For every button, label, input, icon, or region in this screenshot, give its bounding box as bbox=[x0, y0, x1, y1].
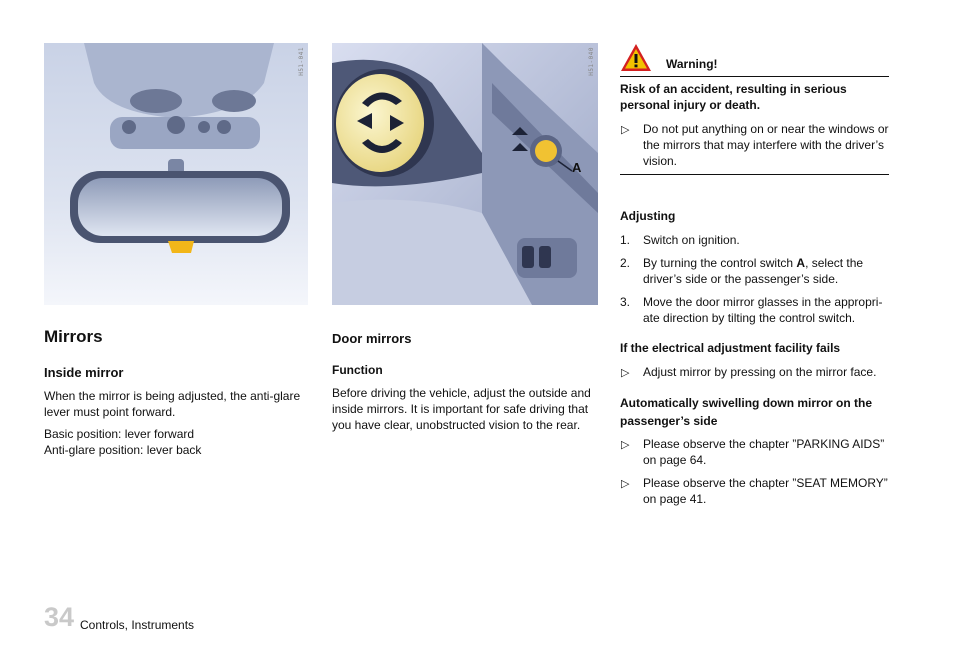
warning-icon bbox=[620, 43, 652, 72]
step-2-text-c: , select the bbox=[805, 256, 864, 270]
function-heading: Function bbox=[332, 363, 383, 377]
step-number: 1. bbox=[620, 233, 631, 247]
step-number: 3. bbox=[620, 295, 631, 309]
basic-position-text: Basic position: lever forward bbox=[44, 427, 195, 441]
function-text-line2: inside mirrors. It is important for safe driving that bbox=[332, 402, 589, 416]
parking-aids-ref-line2: on page 64. bbox=[643, 453, 707, 467]
section-title-mirrors: Mirrors bbox=[44, 327, 103, 346]
warning-bottom-rule bbox=[620, 174, 889, 175]
seat-memory-ref-line1: Please observe the chapter ”SEAT MEMORY” bbox=[643, 476, 888, 490]
adjusting-heading: Adjusting bbox=[620, 209, 676, 223]
parking-aids-ref-line1: Please observe the chapter ”PARKING AIDS” bbox=[643, 437, 885, 451]
bullet-triangle-icon: ▷ bbox=[621, 439, 630, 451]
warning-risk-line2: personal injury or death. bbox=[620, 98, 761, 112]
step-3-text-line1: Move the door mirror glasses in the appropri- bbox=[643, 295, 883, 309]
inside-mirror-heading: Inside mirror bbox=[44, 365, 124, 380]
anti-glare-position-text: Anti-glare position: lever back bbox=[44, 443, 202, 457]
door-mirrors-heading: Door mirrors bbox=[332, 331, 412, 346]
function-text-line3: you have clear, unobstructed vision to the rear. bbox=[332, 418, 581, 432]
inside-mirror-illustration bbox=[44, 43, 308, 305]
bullet-triangle-icon: ▷ bbox=[621, 367, 630, 379]
warning-item-line3: vision. bbox=[643, 154, 678, 168]
warning-item-line2: the mirrors that may interfere with the driver’s bbox=[643, 138, 884, 152]
warning-title: Warning! bbox=[666, 57, 718, 71]
auto-swivel-heading-line1: Automatically swivelling down mirror on the bbox=[620, 396, 873, 410]
warning-risk-line1: Risk of an accident, resulting in serious bbox=[620, 82, 847, 96]
step-2-text-line1 bbox=[643, 255, 863, 271]
step-number: 2. bbox=[620, 256, 631, 270]
seat-memory-ref-line2: on page 41. bbox=[643, 492, 707, 506]
step-2-text-a: By turning the control switch bbox=[643, 256, 797, 270]
bullet-triangle-icon: ▷ bbox=[621, 124, 630, 136]
footer-section-name: Controls, Instruments bbox=[80, 618, 195, 632]
auto-swivel-heading-line2: passenger’s side bbox=[620, 414, 718, 428]
step-3-text-line2: ate direction by tilting the control switch. bbox=[643, 311, 856, 325]
warning-item-line1: Do not put anything on or near the windows or bbox=[643, 122, 889, 136]
figure-code: H51-040 bbox=[588, 47, 595, 76]
door-mirror-illustration bbox=[332, 43, 598, 305]
inside-mirror-text-line1: When the mirror is being adjusted, the anti-glare bbox=[44, 389, 301, 403]
warning-top-rule bbox=[620, 76, 889, 77]
adjustment-fails-heading: If the electrical adjustment facility fails bbox=[620, 341, 841, 355]
page-number: 34 bbox=[44, 602, 75, 632]
inside-mirror-text-line2: lever must point forward. bbox=[44, 405, 176, 419]
adjustment-fails-item: Adjust mirror by pressing on the mirror face. bbox=[643, 365, 877, 379]
step-2-text-line2: driver’s side or the passenger’s side. bbox=[643, 272, 839, 286]
step-1-text: Switch on ignition. bbox=[643, 233, 740, 247]
switch-label-a: A bbox=[572, 160, 582, 175]
step-2-switch-a: A bbox=[796, 256, 806, 270]
figure-code: H51-041 bbox=[298, 47, 305, 76]
bullet-triangle-icon: ▷ bbox=[621, 478, 630, 490]
function-text-line1: Before driving the vehicle, adjust the outside and bbox=[332, 386, 591, 400]
